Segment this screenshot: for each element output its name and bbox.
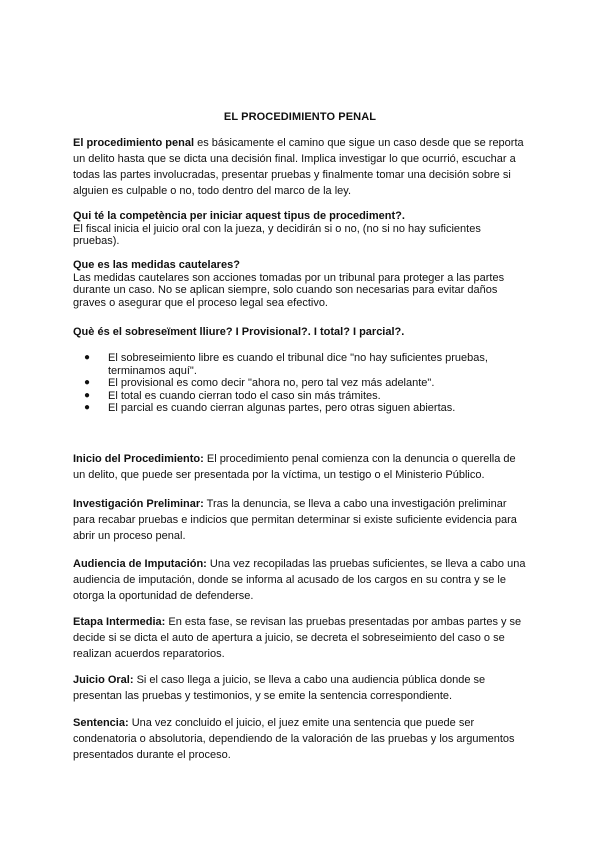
stage-audiencia (73, 556, 529, 604)
stage-text: Tras la denuncia, se lleva a cabo una investigación preliminar para recabar pruebas e indicios que permitan determinar si existe suficiente evidencia para abrir un proceso penal. (73, 498, 517, 542)
stage-label: Juicio Oral: (73, 674, 134, 686)
stage-sentencia (73, 715, 529, 763)
question-1-heading: Qui té la competència per iniciar aquest tipus de procediment?. (73, 210, 405, 222)
stage-text: Una vez recopiladas las pruebas suficientes, se lleva a cabo una audiencia de imputación, donde se informa al acusado de los cargos en su contra y se le otorga la oportunidad de defenderse. (73, 558, 526, 602)
stage-text: Una vez concluido el juicio, el juez emite una sentencia que puede ser condenatoria o absolutoria, dependiendo de la valoración de las pruebas y los argumentos presentados durante el proceso. (73, 717, 515, 761)
stage-label: Inicio del Procedimiento: (73, 453, 204, 465)
bullet-icon: ● (84, 402, 91, 413)
stage-label: Sentencia: (73, 717, 129, 729)
question-3-heading (73, 326, 529, 339)
stage-juicio-oral (73, 672, 529, 704)
page-title: EL PROCEDIMIENTO PENAL (223, 111, 377, 123)
question-3-text: Què és el sobreseïment lliure? I Provisional?. I total? I parcial?. (73, 326, 405, 338)
stage-investigacion (73, 496, 529, 544)
stage-label: Etapa Intermedia: (73, 616, 166, 628)
intro-paragraph (73, 135, 529, 199)
list-item (84, 402, 524, 415)
list-item (84, 377, 524, 390)
list-item-text: El total es cuando cierran todo el caso sin más trámites. (108, 389, 381, 402)
list-item (84, 352, 524, 377)
stage-inicio (73, 451, 529, 483)
intro-text: es básicamente el camino que sigue un caso desde que se reporta un delito hasta que se dicta una decisión final. Implica investigar lo que ocurrió, escuchar a todas las partes involucradas, presentar pruebas y finalmente tomar una decisión sobre si alguien es culpable o no, todo dentro del marco de la ley. (73, 137, 524, 197)
question-2-answer: Las medidas cautelares son acciones tomadas por un tribunal para proteger a las partes durante un caso. No se aplican siempre, solo cuando son necesarias para evitar daños graves o asegurar que el proceso legal sea efectivo. (73, 271, 505, 309)
stage-intermedia (73, 614, 529, 662)
stage-text: El procedimiento penal comienza con la denuncia o querella de un delito, que puede ser presentada por la víctima, un testigo o el Ministerio Público. (73, 453, 516, 481)
bullet-icon: ● (84, 377, 91, 388)
question-2-heading: Que es las medidas cautelares? (73, 259, 240, 271)
question-1 (73, 210, 529, 248)
question-2 (73, 259, 529, 309)
list-item-text: El parcial es cuando cierran algunas partes, pero otras siguen abiertas. (108, 402, 456, 414)
stage-label: Investigación Preliminar: (73, 498, 204, 510)
intro-lead: El procedimiento penal (73, 137, 195, 149)
list-item-text: El provisional es como decir "ahora no, pero tal vez más adelante". (108, 377, 435, 389)
stage-text: Si el caso llega a juicio, se lleva a cabo una audiencia pública donde se presentan las pruebas y testimonios, y se emite la sentencia correspondiente. (73, 674, 486, 702)
bullet-icon: ● (84, 352, 91, 363)
bullet-icon: ● (84, 389, 91, 401)
stage-label: Audiencia de Imputación: (73, 558, 207, 570)
question-1-answer: El fiscal inicia el juicio oral con la jueza, y decidirán si o no, (no si no hay suficientes pruebas). (73, 222, 481, 247)
sobreseimiento-list (84, 352, 524, 415)
list-item (84, 390, 524, 403)
list-item-text: El sobreseimiento libre es cuando el tribunal dice "no hay suficientes pruebas, terminamos aquí". (108, 352, 488, 377)
stage-text: En esta fase, se revisan las pruebas presentadas por ambas partes y se decide si se dicta el auto de apertura a juicio, se decreta el sobreseimiento del caso o se realizan acuerdos reparatorios. (73, 616, 522, 660)
